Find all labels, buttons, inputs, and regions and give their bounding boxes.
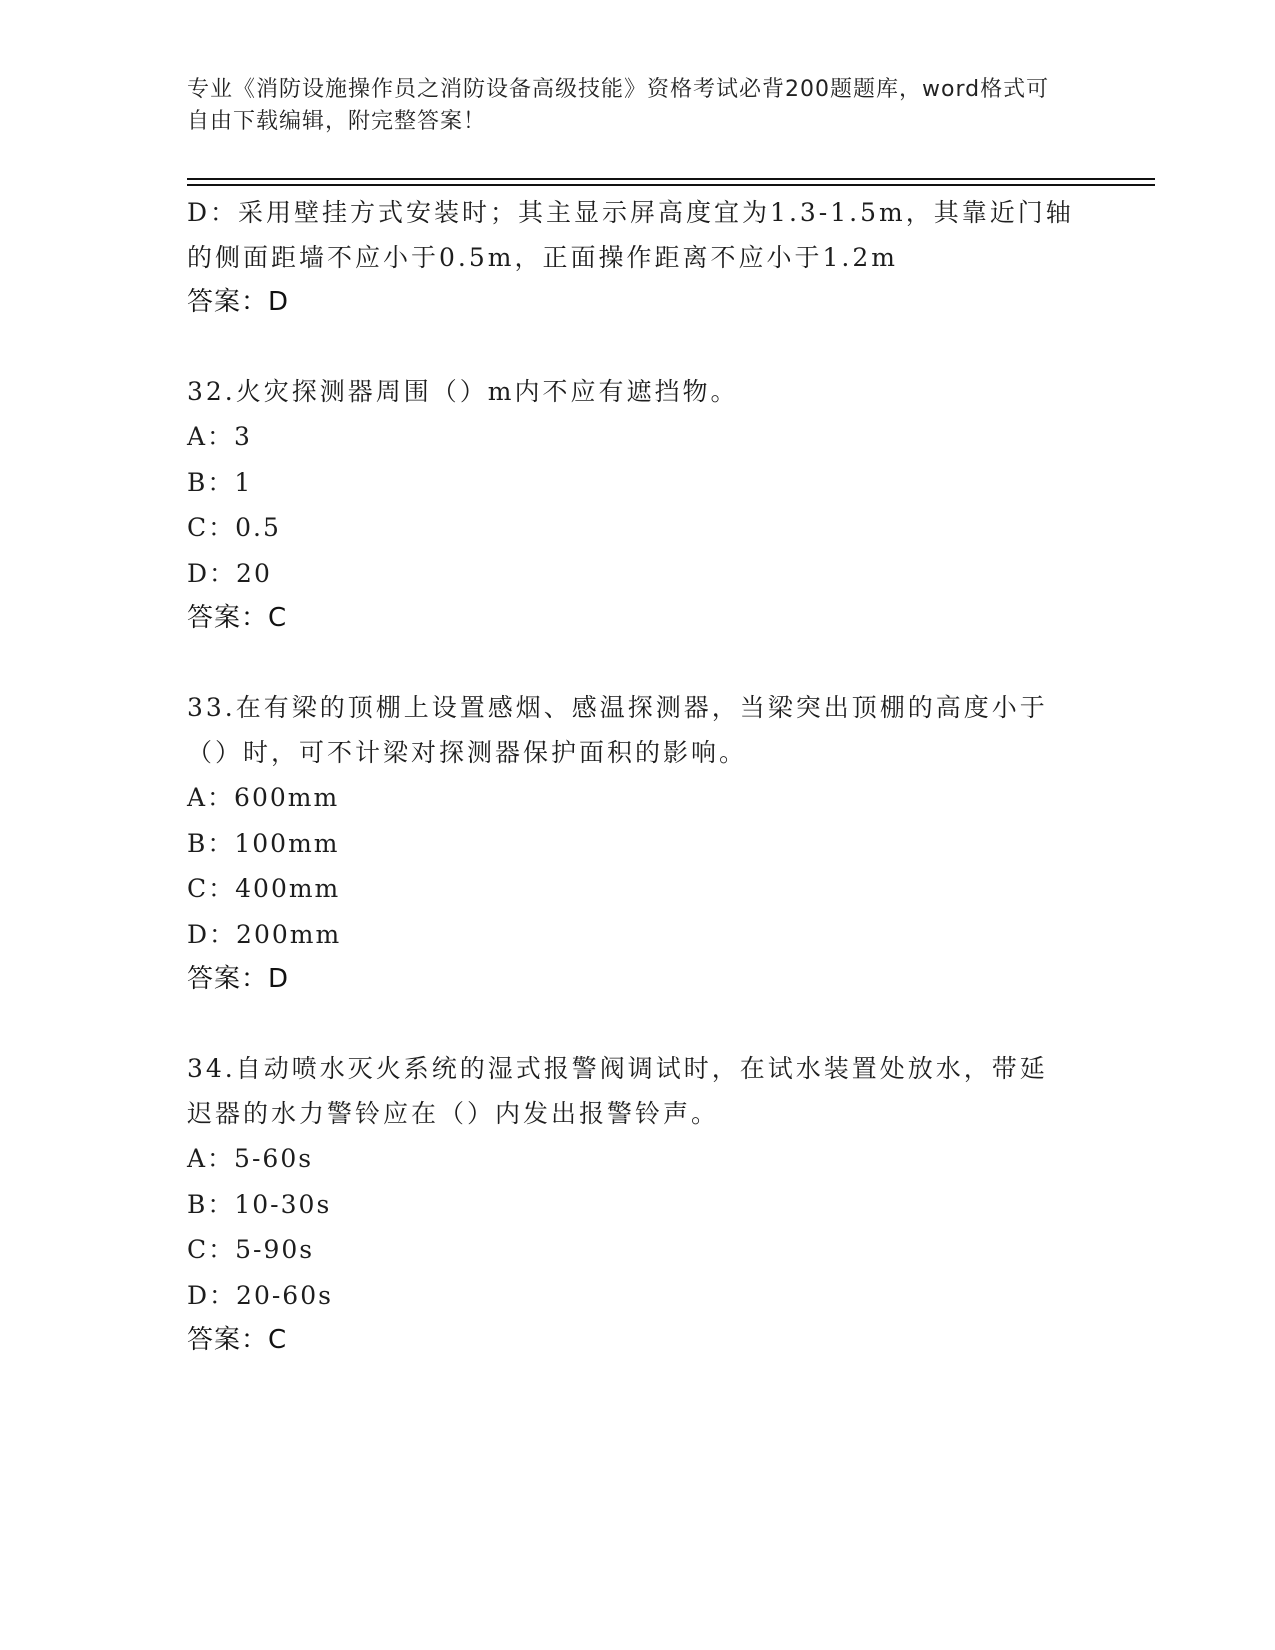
- option-b: B：1: [187, 467, 253, 497]
- answer-line: 答案：C: [187, 603, 288, 633]
- answer-line: 答案：D: [187, 287, 290, 317]
- header-divider-bottom: [187, 184, 1155, 186]
- option-d: D：20-60s: [187, 1280, 333, 1310]
- option-a: A：3: [187, 422, 252, 451]
- answer-line: 答案：C: [187, 1325, 288, 1355]
- document-body: [187, 190, 1087, 1363]
- option-d: D：20: [187, 558, 272, 588]
- question-text-line: 迟器的水力警铃应在（）内发出报警铃声。: [187, 1099, 720, 1128]
- answer-line: 答案：D: [187, 964, 290, 994]
- question-33: [187, 685, 1087, 1002]
- continued-question: [187, 190, 1087, 325]
- option-d: D：200mm: [187, 919, 342, 949]
- question-text-line: 33.在有梁的顶棚上设置感烟、感温探测器，当梁突出顶棚的高度小于: [187, 693, 1048, 722]
- question-text-line: D：采用壁挂方式安装时；其主显示屏高度宜为1.3-1.5m，其靠近门轴: [187, 198, 1074, 227]
- question-34: [187, 1046, 1087, 1363]
- option-c: C：0.5: [187, 513, 281, 542]
- option-a: A：5-60s: [187, 1144, 314, 1173]
- question-text-line: 32.火灾探测器周围（）m内不应有遮挡物。: [187, 377, 739, 406]
- option-c: C：5-90s: [187, 1235, 315, 1264]
- question-32: [187, 369, 1087, 641]
- question-text-line: 34.自动喷水灭火系统的湿式报警阀调试时，在试水装置处放水，带延: [187, 1054, 1048, 1083]
- option-b: B：100mm: [187, 828, 340, 858]
- header-divider-top: [187, 178, 1155, 180]
- question-text-line: （）时，可不计梁对探测器保护面积的影响。: [187, 738, 748, 767]
- document-header: 专业《消防设施操作员之消防设备高级技能》资格考试必背200题题库，word格式可自由下载编辑，附完整答案！: [187, 77, 1050, 134]
- option-a: A：600mm: [187, 783, 340, 812]
- option-b: B：10-30s: [187, 1189, 332, 1219]
- question-text-line: 的侧面距墙不应小于0.5m，正面操作距离不应小于1.2m: [187, 243, 898, 272]
- option-c: C：400mm: [187, 874, 341, 903]
